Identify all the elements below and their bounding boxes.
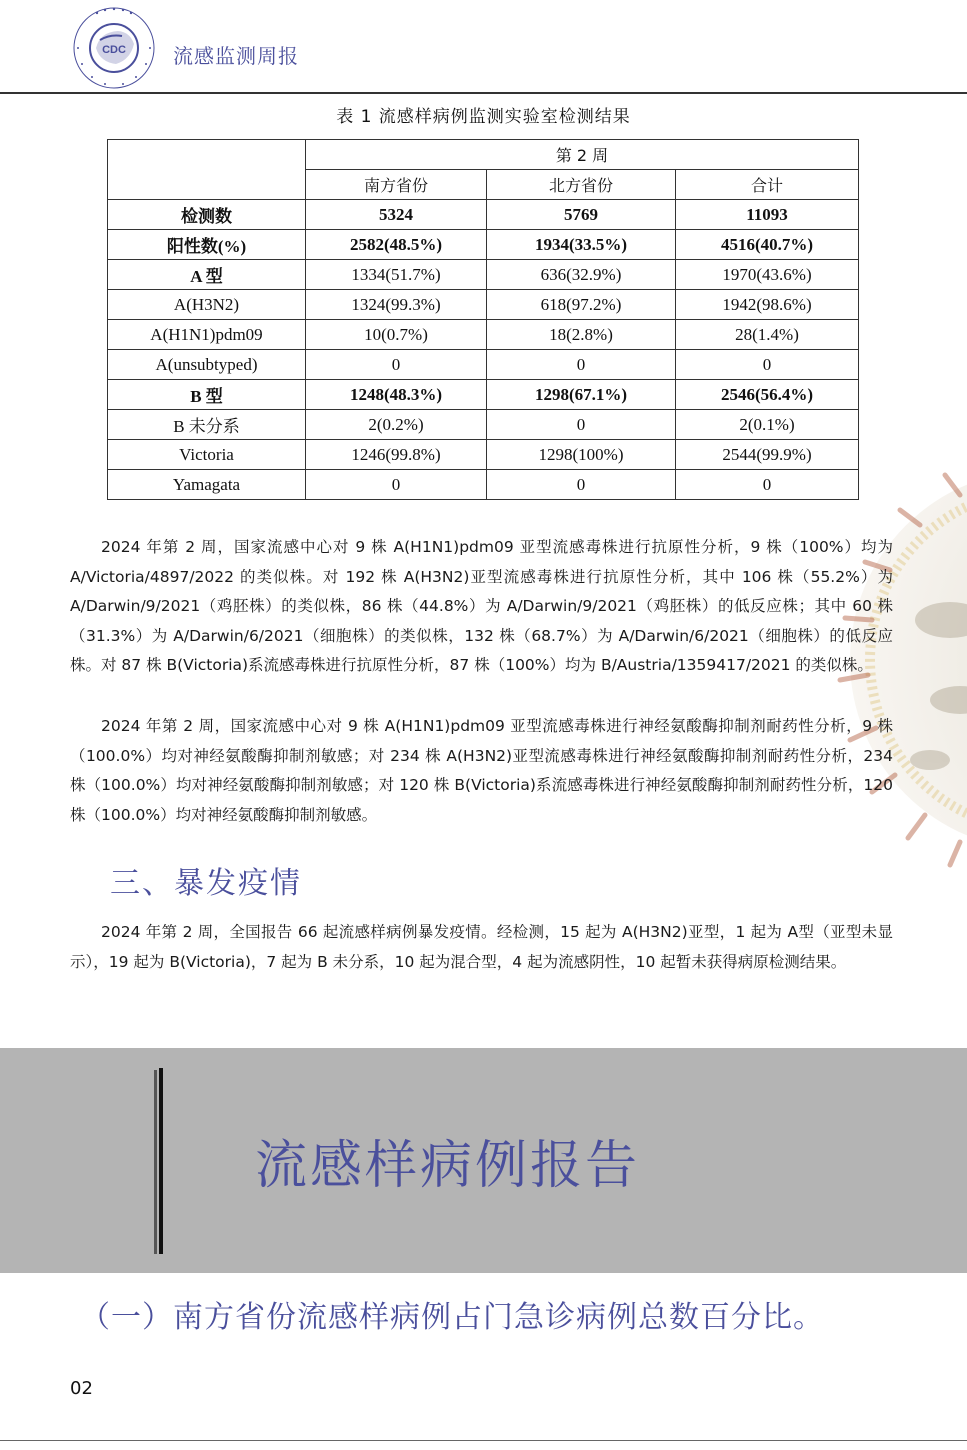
- table-header-row: [108, 140, 859, 170]
- table-cell: 2582(48.5%): [306, 230, 487, 260]
- table-cell: 0: [487, 470, 676, 500]
- table-cell: 0: [676, 470, 859, 500]
- footer-divider: [0, 1440, 967, 1441]
- table-row: [108, 200, 859, 230]
- table-cell: 636(32.9%): [487, 260, 676, 290]
- table-cell: 2544(99.9%): [676, 440, 859, 470]
- row-label: A(H1N1)pdm09: [108, 320, 306, 350]
- subsection-title: （一）南方省份流感样病例占门急诊病例总数百分比。: [80, 1300, 824, 1335]
- row-label: B 未分系: [108, 410, 306, 440]
- outbreak-paragraph: 2024 年第 2 周，全国报告 66 起流感样病例暴发疫情。经检测，15 起为 A(H3N2)亚型，1 起为 A型（亚型未显示），19 起为 B(Victoria)，7 起为 B 未分系，10 起为混合型，4 起为流感阴性，10 起暂未获得病原检测结果。: [70, 923, 893, 971]
- table-row: [108, 350, 859, 380]
- table-cell: 0: [676, 350, 859, 380]
- column-header: 合计: [676, 170, 859, 200]
- table-cell: 11093: [676, 200, 859, 230]
- table-corner-cell: [108, 140, 306, 200]
- table-row: [108, 410, 859, 440]
- section-title: 三、暴发疫情: [110, 866, 302, 901]
- table-cell: 1942(98.6%): [676, 290, 859, 320]
- table-cell: 2(0.1%): [676, 410, 859, 440]
- table-cell: 0: [487, 350, 676, 380]
- table-cell: 1324(99.3%): [306, 290, 487, 320]
- row-label: A(H3N2): [108, 290, 306, 320]
- table-row: [108, 230, 859, 260]
- table-cell: 1298(67.1%): [487, 380, 676, 410]
- page-header: [0, 0, 967, 96]
- table-row: [108, 260, 859, 290]
- table-cell: 2546(56.4%): [676, 380, 859, 410]
- column-header: 南方省份: [306, 170, 487, 200]
- table-cell: 2(0.2%): [306, 410, 487, 440]
- row-label: 阳性数(%): [108, 230, 306, 260]
- cdc-logo-icon: [70, 4, 158, 92]
- table-cell: 0: [306, 350, 487, 380]
- table-row: [108, 380, 859, 410]
- table-cell: 0: [487, 410, 676, 440]
- table-cell: 18(2.8%): [487, 320, 676, 350]
- row-label: Victoria: [108, 440, 306, 470]
- table-row: [108, 290, 859, 320]
- table-cell: 28(1.4%): [676, 320, 859, 350]
- table-row: [108, 470, 859, 500]
- row-label: 检测数: [108, 200, 306, 230]
- table-cell: 1334(51.7%): [306, 260, 487, 290]
- table-cell: 618(97.2%): [487, 290, 676, 320]
- header-divider: [0, 92, 967, 94]
- banner-bar-decoration: [159, 1068, 163, 1254]
- banner-bar-decoration: [154, 1070, 157, 1254]
- table-cell: 1298(100%): [487, 440, 676, 470]
- table-cell: 5324: [306, 200, 487, 230]
- table-cell: 1970(43.6%): [676, 260, 859, 290]
- lab-results-table: [107, 139, 859, 500]
- table-row: [108, 320, 859, 350]
- table-cell: 1246(99.8%): [306, 440, 487, 470]
- table-cell: 4516(40.7%): [676, 230, 859, 260]
- table-cell: 10(0.7%): [306, 320, 487, 350]
- column-header: 北方省份: [487, 170, 676, 200]
- banner-title: 流感样病例报告: [255, 1136, 641, 1196]
- table-cell: 1248(48.3%): [306, 380, 487, 410]
- row-label: B 型: [108, 380, 306, 410]
- table-cell: 5769: [487, 200, 676, 230]
- table-caption: 表 1 流感样病例监测实验室检测结果: [336, 107, 631, 127]
- table-cell: 1934(33.5%): [487, 230, 676, 260]
- header-title: 流感监测周报: [173, 44, 299, 68]
- week-header: 第 2 周: [306, 140, 859, 170]
- row-label: A(unsubtyped): [108, 350, 306, 380]
- table-row: [108, 440, 859, 470]
- row-label: A 型: [108, 260, 306, 290]
- drug-resistance-paragraph: 2024 年第 2 周，国家流感中心对 9 株 A(H1N1)pdm09 亚型流感毒株进行神经氨酸酶抑制剂耐药性分析，9 株（100.0%）均对神经氨酸酶抑制剂敏感；对 234 株 A(H3N2)亚型流感毒株进行神经氨酸酶抑制剂耐药性分析，234 株（100.0%）均对神经氨酸酶抑制剂敏感；对 120 株 B(Victoria)系流感毒株进行神经氨酸酶抑制剂耐药性分析，120 株（100.0%）均对神经氨酸酶抑制剂敏感。: [70, 717, 893, 824]
- svg-text:CDC: CDC: [102, 44, 126, 56]
- page-number: 02: [70, 1378, 93, 1399]
- antigenicity-paragraph: 2024 年第 2 周，国家流感中心对 9 株 A(H1N1)pdm09 亚型流感毒株进行抗原性分析，9 株（100%）均为 A/Victoria/4897/2022 的类似株。对 192 株 A(H3N2)亚型流感毒株进行抗原性分析，其中 106 株（55.2%）为 A/Darwin/9/2021（鸡胚株）的类似株，86 株（44.8%）为 A/Darwin/9/2021（鸡胚株）的低反应株；其中 60 株（31.3%）为 A/Darwin/6/2021（细胞株）的类似株，132 株（68.7%）为 A/Darwin/6/2021（细胞株）的低反应株。对 87 株 B(Victoria)系流感毒株进行抗原性分析，87 株（100%）均为 B/Austria/1359417/2021 的类似株。: [70, 538, 893, 674]
- table-cell: 0: [306, 470, 487, 500]
- row-label: Yamagata: [108, 470, 306, 500]
